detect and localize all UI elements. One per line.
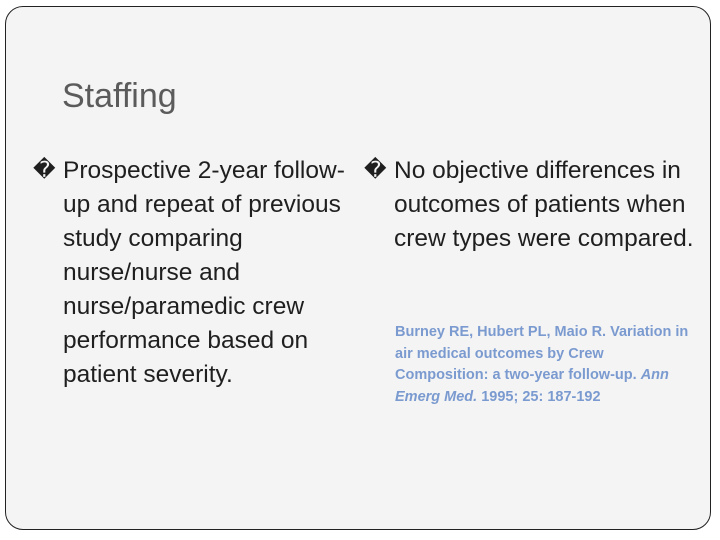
bullet-item-left xyxy=(33,154,363,392)
bullet-text-left: Prospective 2-year follow-up and repeat of previous study comparing nurse/nurse and nurse/paramedic crew performance based on patient severity. xyxy=(63,157,345,388)
bullet-text-right: No objective differences in outcomes of patients when crew types were compared. xyxy=(394,157,694,252)
left-column xyxy=(33,154,363,392)
bullet-icon: � xyxy=(364,158,387,183)
citation-details: 1995; 25: 187-192 xyxy=(481,388,601,405)
bullet-icon: � xyxy=(33,158,56,183)
citation xyxy=(395,322,695,408)
right-column xyxy=(364,154,709,256)
citation-journal: Ann Emerg Med. xyxy=(395,367,669,405)
slide-title: Staffing xyxy=(62,77,177,115)
bullet-item-right xyxy=(364,154,709,256)
citation-authors-title: Burney RE, Hubert PL, Maio R. Variation in air medical outcomes by Crew Composition: a two-year follow-up. xyxy=(395,324,689,383)
